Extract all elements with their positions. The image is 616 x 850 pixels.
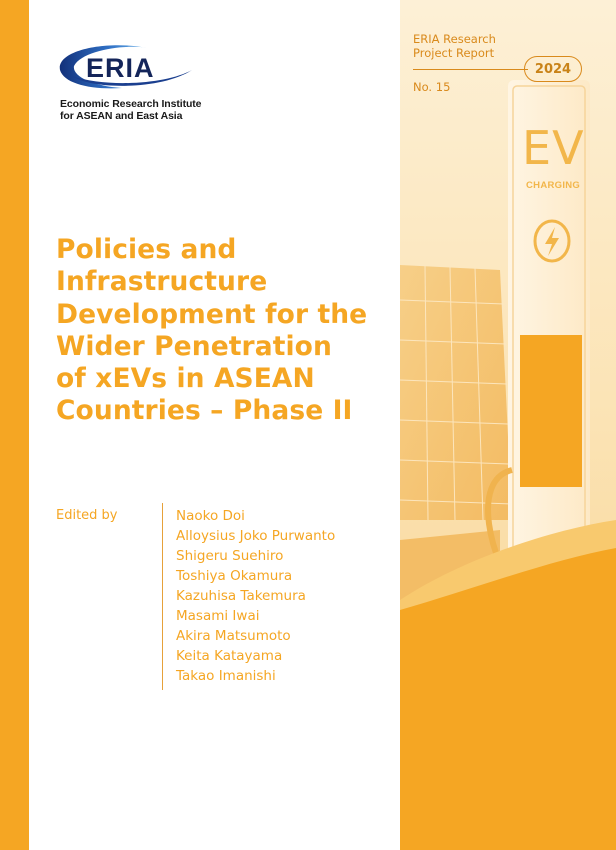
- ev-sign-text: EV: [522, 121, 585, 175]
- eria-logo-mark: [52, 40, 202, 96]
- eria-logo: [52, 40, 212, 120]
- left-accent-bar: [0, 0, 29, 850]
- editor-name: Takao Imanishi: [176, 668, 276, 684]
- editor-name: Naoko Doi: [176, 508, 245, 524]
- logo-wordmark: ERIA: [86, 53, 155, 83]
- editors-list: [176, 506, 335, 686]
- editor-name: Masami Iwai: [176, 608, 260, 624]
- report-title: [56, 234, 386, 428]
- series-label: ERIA Research Project Report: [413, 32, 496, 60]
- title-line: Development for the: [56, 298, 368, 330]
- editor-name: Toshiya Okamura: [176, 568, 293, 584]
- editor-name: Keita Katayama: [176, 648, 283, 664]
- editor-name: Alloysius Joko Purwanto: [176, 528, 336, 544]
- title-line: Countries – Phase II: [56, 395, 353, 427]
- title-line: of xEVs in ASEAN: [56, 363, 315, 395]
- title-line: Infrastructure: [56, 266, 268, 298]
- lightning-bolt-icon: [531, 215, 573, 267]
- editor-name: Shigeru Suehiro: [176, 548, 284, 564]
- edited-by-label: Edited by: [56, 508, 118, 523]
- editors-divider: [162, 503, 163, 690]
- editor-name: Akira Matsumoto: [176, 628, 291, 644]
- year-badge: 2024: [524, 56, 582, 82]
- report-number: No. 15: [413, 80, 451, 94]
- logo-organization-name: Economic Research Institute for ASEAN and East Asia: [60, 98, 202, 122]
- title-line: Wider Penetration: [56, 330, 332, 362]
- charging-sign-text: CHARGING: [526, 180, 581, 191]
- editor-name: Kazuhisa Takemura: [176, 588, 306, 604]
- title-line: Policies and: [56, 234, 237, 265]
- series-divider: [413, 69, 528, 70]
